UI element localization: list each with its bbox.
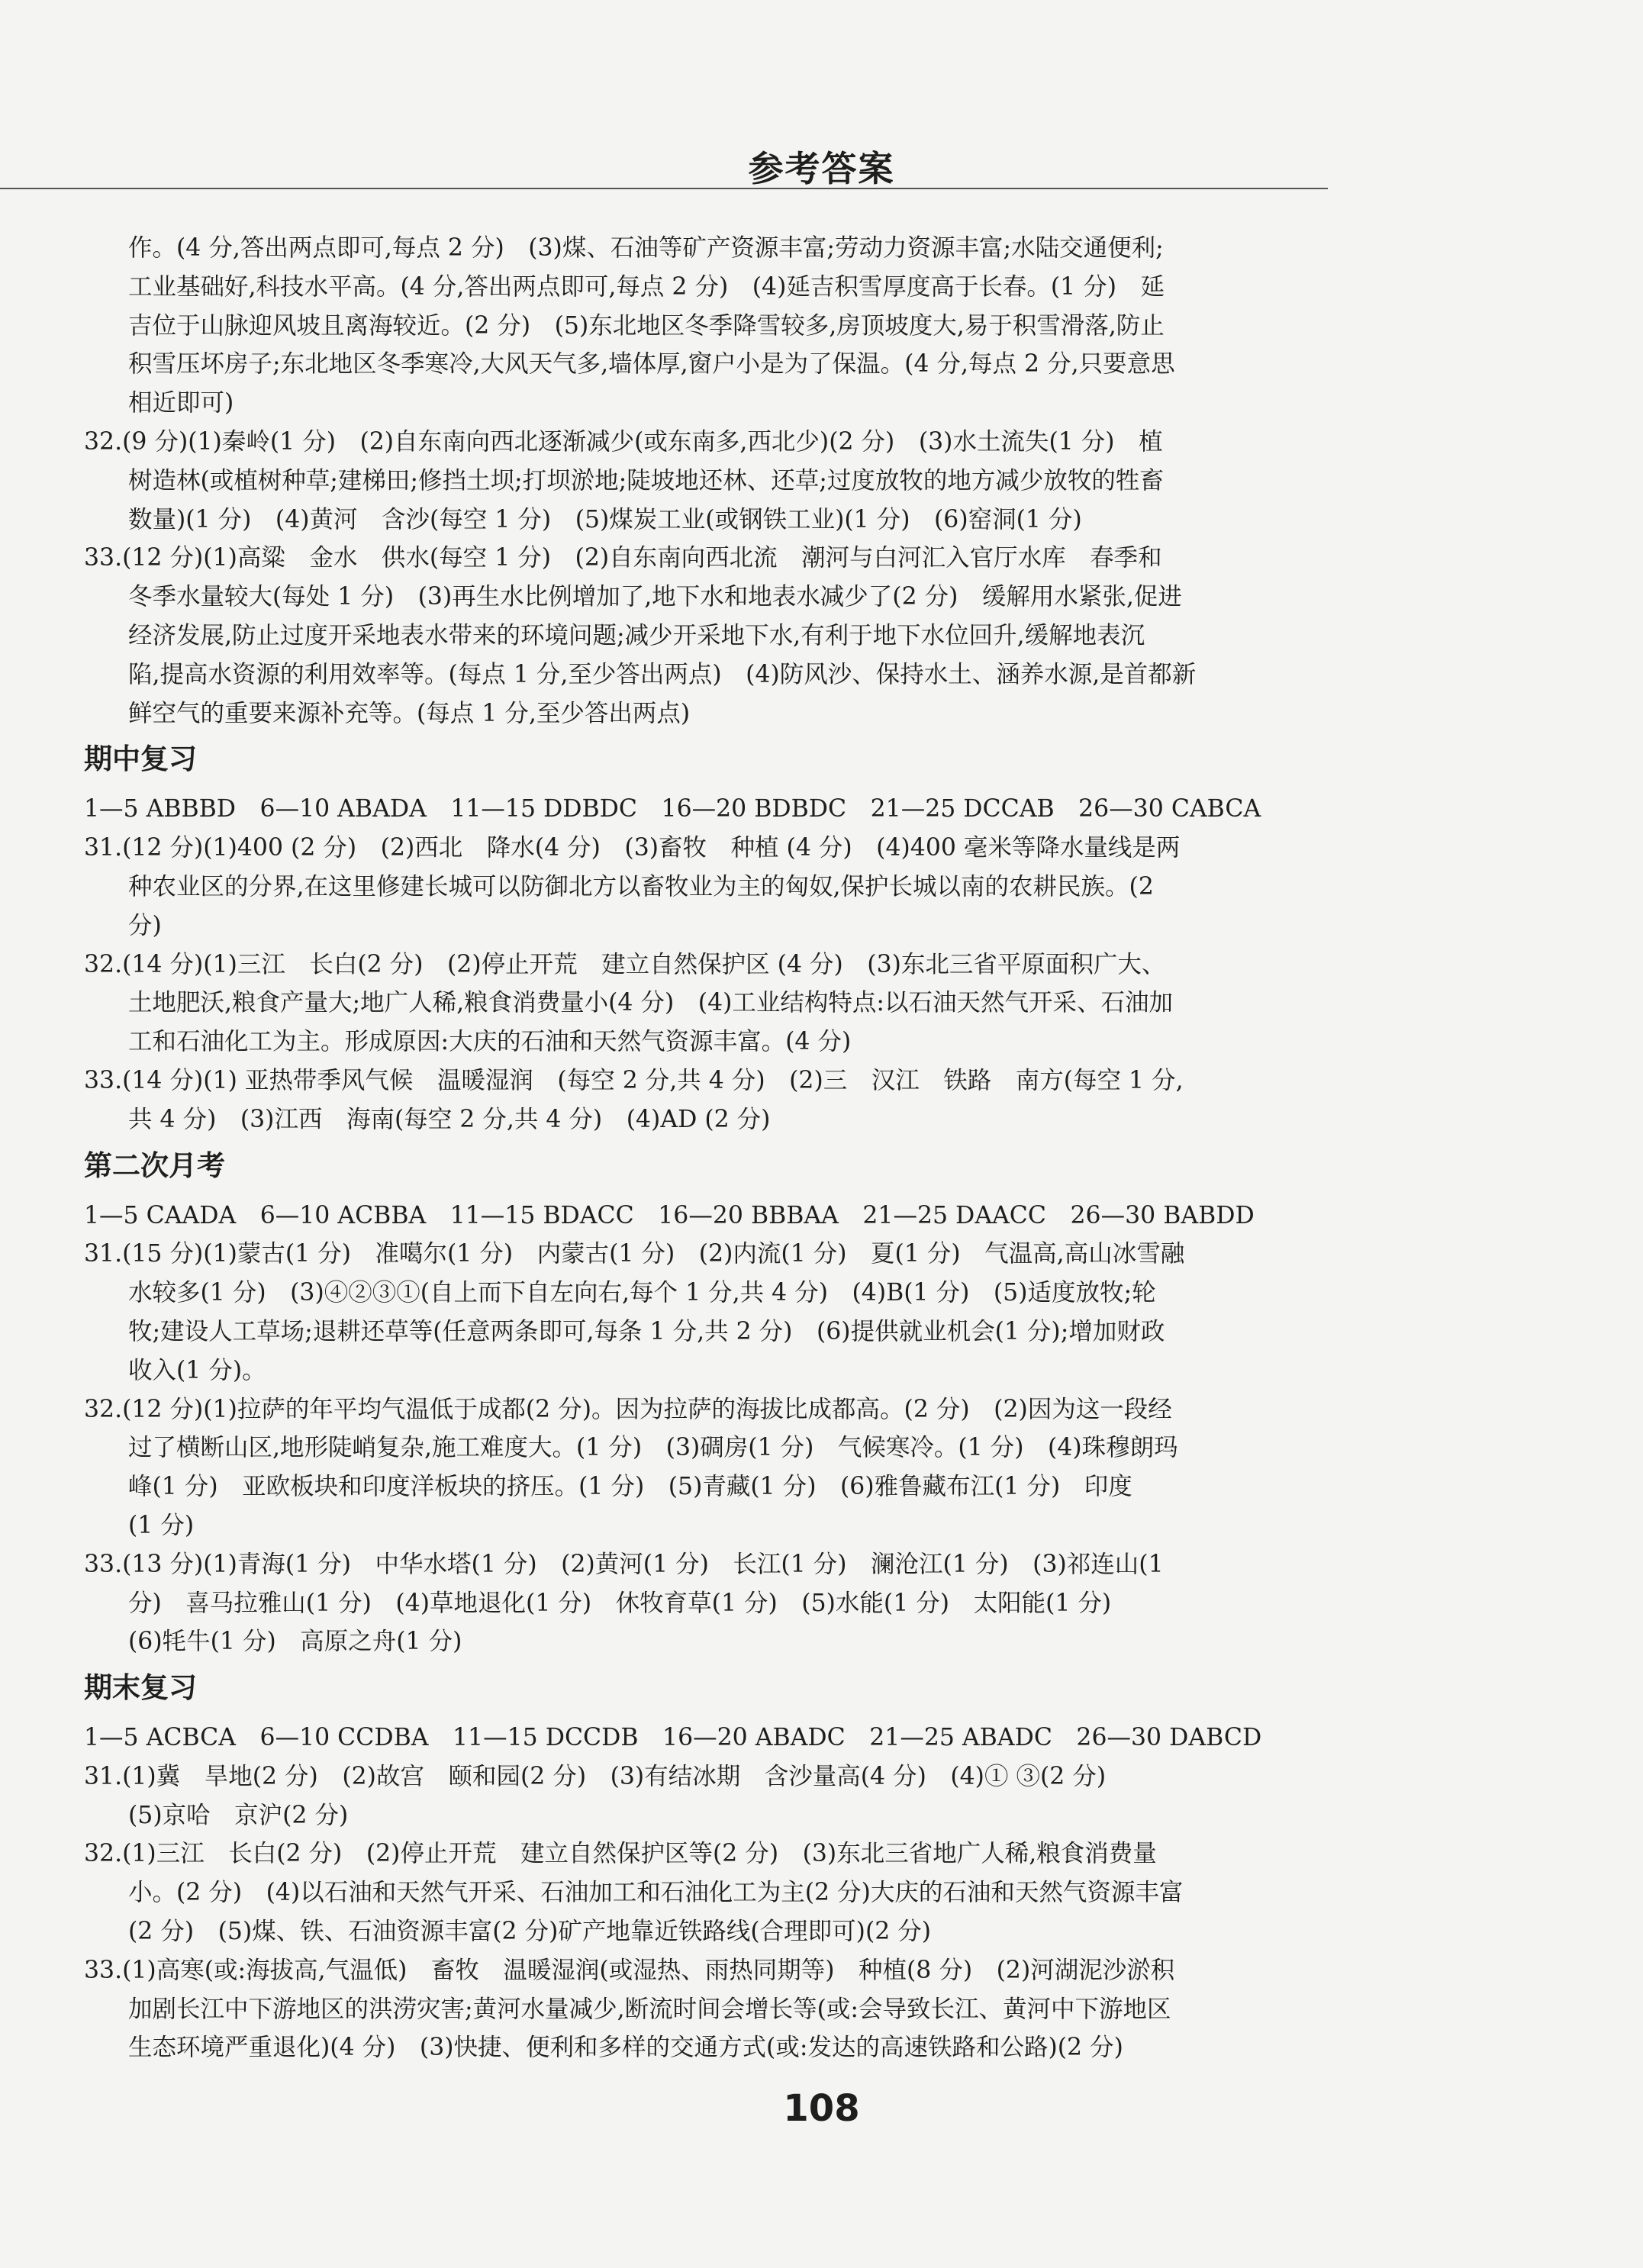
answer-item — [84, 229, 1328, 423]
section-heading: 期末复习 — [84, 1671, 197, 1705]
answer-line: 分) 喜马拉雅山(1 分) (4)草地退化(1 分) 休牧育草(1 分) (5)水能(1 分) 太阳能(1 分) — [128, 1589, 1112, 1617]
answer-line: 33.(1)高寒(或:海拔高,气温低) 畜牧 温暖湿润(或湿热、雨热同期等) 种植(8 分) (2)河湖泥沙淤积 — [84, 1956, 1175, 1984]
answer-line: 1—5 CAADA 6—10 ACBBA 11—15 BDACC 16—20 BBBAA 21—25 DAACC 26—30 BABDD — [84, 1201, 1255, 1229]
title-divider — [0, 188, 1328, 189]
answer-line: 31.(1)冀 旱地(2 分) (2)故宫 颐和园(2 分) (3)有结冰期 含沙量高(4 分) (4)① ③(2 分) — [84, 1762, 1107, 1790]
answer-line: 32.(9 分)(1)秦岭(1 分) (2)自东南向西北逐渐减少(或东南多,西北少)(2 分) (3)水土流失(1 分) 植 — [84, 427, 1163, 456]
answer-line: 小。(2 分) (4)以石油和天然气开采、石油加工和石油化工为主(2 分)大庆的石油和天然气资源丰富 — [128, 1879, 1184, 1907]
answer-content — [84, 229, 1328, 2067]
answer-line: 分) — [128, 911, 162, 939]
answer-item — [84, 423, 1328, 539]
choice-answers-row — [84, 1719, 1328, 1757]
answer-line: (1 分) — [128, 1511, 195, 1539]
answer-item — [84, 1545, 1328, 1661]
answer-line: 积雪压坏房子;东北地区冬季寒冷,大风天气多,墙体厚,窗户小是为了保温。(4 分,每点 2 分,只要意思 — [128, 350, 1175, 379]
answer-line: 生态环境严重退化)(4 分) (3)快捷、便利和多样的交通方式(或:发达的高速铁路和公路)(2 分) — [128, 2034, 1123, 2062]
answer-line: 数量)(1 分) (4)黄河 含沙(每空 1 分) (5)煤炭工业(或钢铁工业)(1 分) (6)窑洞(1 分) — [128, 505, 1082, 533]
section-heading: 第二次月考 — [84, 1148, 225, 1182]
answer-line: 工和石油化工为主。形成原因:大庆的石油和天然气资源丰富。(4 分) — [128, 1028, 852, 1056]
answer-line: 1—5 ABBBD 6—10 ABADA 11—15 DDBDC 16—20 BDBDC 21—25 DCCAB 26—30 CABCA — [84, 795, 1261, 823]
answer-line: 牧;建设人工草场;退耕还草等(任意两条即可,每条 1 分,共 2 分) (6)提供就业机会(1 分);增加财政 — [128, 1317, 1165, 1345]
answer-line: 收入(1 分)。 — [128, 1356, 266, 1384]
answer-line: 共 4 分) (3)江西 海南(每空 2 分,共 4 分) (4)AD (2 分) — [128, 1105, 771, 1133]
answer-line: 33.(14 分)(1) 亚热带季风气候 温暖湿润 (每空 2 分,共 4 分) (2)三 汉江 铁路 南方(每空 1 分, — [84, 1066, 1184, 1094]
answer-line: 33.(13 分)(1)青海(1 分) 中华水塔(1 分) (2)黄河(1 分) 长江(1 分) 澜沧江(1 分) (3)祁连山(1 — [84, 1550, 1164, 1578]
answer-item — [84, 829, 1328, 945]
answer-line: 树造林(或植树种草;建梯田;修挡土坝;打坝淤地;陡坡地还林、还草;过度放牧的地方减少放牧的牲畜 — [128, 466, 1164, 495]
answer-item — [84, 1235, 1328, 1390]
choice-answers-row — [84, 790, 1328, 829]
answer-line: (5)京哈 京沪(2 分) — [128, 1801, 349, 1829]
answer-item — [84, 1390, 1328, 1545]
answer-line: 32.(12 分)(1)拉萨的年平均气温低于成都(2 分)。因为拉萨的海拔比成都高。(2 分) (2)因为这一段经 — [84, 1395, 1172, 1423]
answer-line: 峰(1 分) 亚欧板块和印度洋板块的挤压。(1 分) (5)青藏(1 分) (6)雅鲁藏布江(1 分) 印度 — [128, 1473, 1132, 1501]
page-title: 参考答案 — [748, 148, 895, 189]
answer-line: 过了横断山区,地形陡峭复杂,施工难度大。(1 分) (3)碉房(1 分) 气候寒冷。(1 分) (4)珠穆朗玛 — [128, 1434, 1178, 1462]
answer-line: 种农业区的分界,在这里修建长城可以防御北方以畜牧业为主的匈奴,保护长城以南的农耕民族。(2 — [128, 872, 1154, 900]
answer-line: 水较多(1 分) (3)④②③①(自上而下自左向右,每个 1 分,共 4 分) (4)B(1 分) (5)适度放牧;轮 — [128, 1279, 1156, 1307]
answer-item — [84, 1757, 1328, 1835]
answer-line: 31.(12 分)(1)400 (2 分) (2)西北 降水(4 分) (3)畜牧 种植 (4 分) (4)400 毫米等降水量线是两 — [84, 834, 1181, 862]
answer-line: 工业基础好,科技水平高。(4 分,答出两点即可,每点 2 分) (4)延吉积雪厚度高于长春。(1 分) 延 — [128, 272, 1165, 301]
answer-item — [84, 1835, 1328, 1951]
answer-item — [84, 946, 1328, 1062]
answer-line: 冬季水量较大(每处 1 分) (3)再生水比例增加了,地下水和地表水减少了(2 分) 缓解用水紧张,促进 — [128, 583, 1182, 611]
section-heading: 期中复习 — [84, 743, 197, 776]
answer-line: 吉位于山脉迎风坡且离海较近。(2 分) (5)东北地区冬季降雪较多,房顶坡度大,易于积雪滑落,防止 — [128, 311, 1165, 340]
answer-line: 陷,提高水资源的利用效率等。(每点 1 分,至少答出两点) (4)防风沙、保持水土、涵养水源,是首都新 — [128, 660, 1197, 688]
answer-line: (2 分) (5)煤、铁、石油资源丰富(2 分)矿产地靠近铁路线(合理即可)(2 分) — [128, 1918, 932, 1946]
answer-line: 32.(1)三江 长白(2 分) (2)停止开荒 建立自然保护区等(2 分) (3)东北三省地广人稀,粮食消费量 — [84, 1840, 1157, 1868]
answer-line: 32.(14 分)(1)三江 长白(2 分) (2)停止开荒 建立自然保护区 (4 分) (3)东北三省平原面积广大、 — [84, 950, 1166, 978]
answer-line: 相近即可) — [128, 389, 234, 417]
choice-answers-row — [84, 1197, 1328, 1235]
answer-line: 1—5 ACBCA 6—10 CCDBA 11—15 DCCDB 16—20 ABADC 21—25 ABADC 26—30 DABCD — [84, 1724, 1262, 1752]
answer-line: 31.(15 分)(1)蒙古(1 分) 准噶尔(1 分) 内蒙古(1 分) (2)内流(1 分) 夏(1 分) 气温高,高山冰雪融 — [84, 1240, 1185, 1268]
answer-line: 加剧长江中下游地区的洪涝灾害;黄河水量减少,断流时间会增长等(或:会导致长江、黄河中下游地区 — [128, 1995, 1171, 2023]
answer-line: (6)牦牛(1 分) 高原之舟(1 分) — [128, 1628, 462, 1656]
answer-line: 土地肥沃,粮食产量大;地广人稀,粮食消费量小(4 分) (4)工业结构特点:以石油天然气开采、石油加 — [128, 989, 1174, 1017]
answer-line: 作。(4 分,答出两点即可,每点 2 分) (3)煤、石油等矿产资源丰富;劳动力资源丰富;水陆交通便利; — [128, 234, 1164, 262]
answer-line: 经济发展,防止过度开采地表水带来的环境问题;减少开采地下水,有利于地下水位回升,缓解地表沉 — [128, 621, 1145, 649]
answer-line: 鲜空气的重要来源补充等。(每点 1 分,至少答出两点) — [128, 699, 691, 727]
answer-line: 33.(12 分)(1)高粱 金水 供水(每空 1 分) (2)自东南向西北流 潮河与白河汇入官厅水库 春季和 — [84, 544, 1162, 572]
answer-item — [84, 539, 1328, 733]
answer-item — [84, 1062, 1328, 1139]
page-number: 108 — [783, 2087, 860, 2130]
answer-item — [84, 1951, 1328, 2067]
